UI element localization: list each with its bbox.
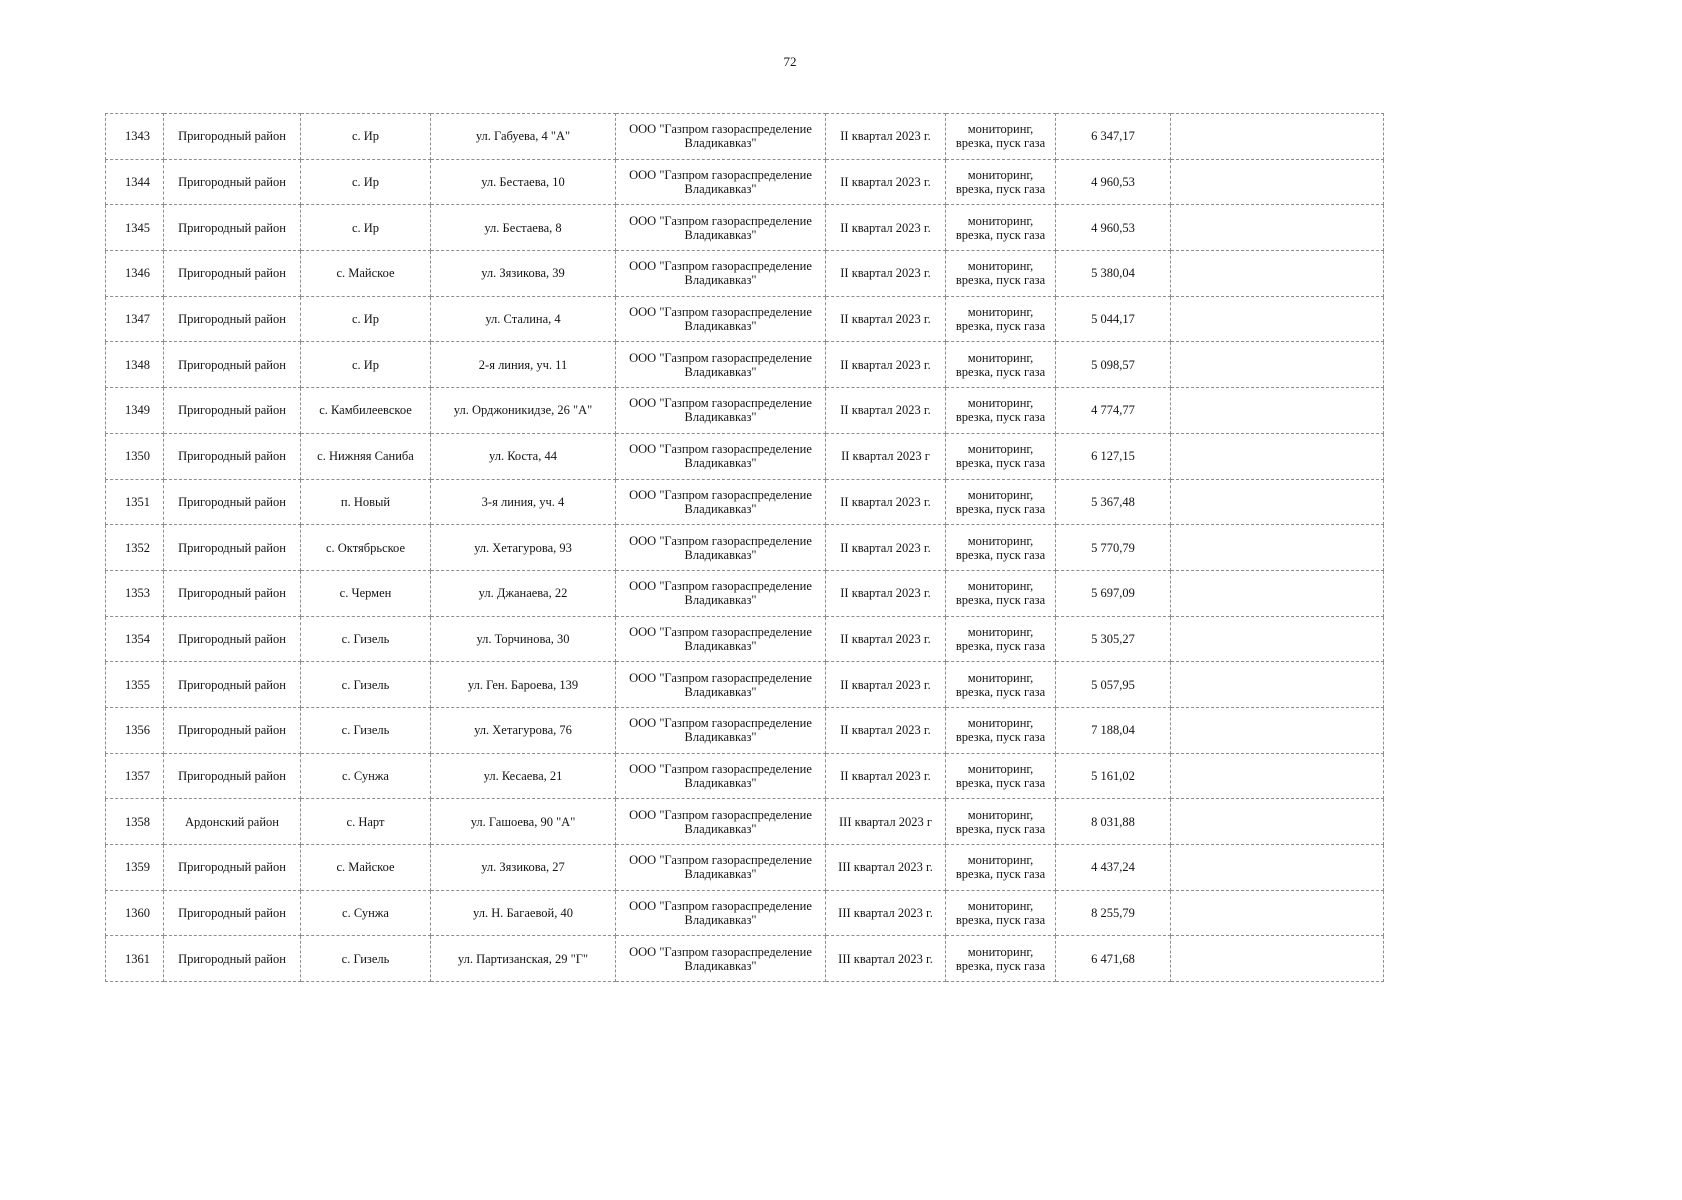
district-cell: Пригородный район (164, 845, 301, 891)
district-cell: Ардонский район (164, 799, 301, 845)
contractor-cell: ООО "Газпром газораспределение Владикавказ" (616, 525, 826, 571)
empty-cell (1171, 845, 1384, 891)
cost-cell: 7 188,04 (1056, 707, 1171, 753)
works-cell: мониторинг, врезка, пуск газа (946, 570, 1056, 616)
cost-cell: 6 471,68 (1056, 936, 1171, 982)
table-row (106, 159, 1384, 205)
cost-cell: 5 367,48 (1056, 479, 1171, 525)
contractor-cell: ООО "Газпром газораспределение Владикавказ" (616, 662, 826, 708)
deadline-cell: II квартал 2023 г (826, 433, 946, 479)
deadline-cell: II квартал 2023 г. (826, 570, 946, 616)
works-cell: мониторинг, врезка, пуск газа (946, 753, 1056, 799)
empty-cell (1171, 296, 1384, 342)
address-cell: ул. Бестаева, 8 (431, 205, 616, 251)
works-cell: мониторинг, врезка, пуск газа (946, 662, 1056, 708)
works-cell: мониторинг, врезка, пуск газа (946, 159, 1056, 205)
empty-cell (1171, 525, 1384, 571)
empty-cell (1171, 479, 1384, 525)
table-row (106, 799, 1384, 845)
address-cell: ул. Зязикова, 27 (431, 845, 616, 891)
address-cell: 2-я линия, уч. 11 (431, 342, 616, 388)
address-cell: ул. Хетагурова, 93 (431, 525, 616, 571)
table-row (106, 251, 1384, 297)
settlement-cell: с. Майское (301, 845, 431, 891)
settlement-cell: с. Камбилеевское (301, 388, 431, 434)
settlement-cell: с. Сунжа (301, 753, 431, 799)
district-cell: Пригородный район (164, 251, 301, 297)
empty-cell (1171, 616, 1384, 662)
contractor-cell: ООО "Газпром газораспределение Владикавказ" (616, 388, 826, 434)
deadline-cell: II квартал 2023 г. (826, 205, 946, 251)
row-number-cell: 1355 (106, 662, 164, 708)
settlement-cell: с. Сунжа (301, 890, 431, 936)
cost-cell: 5 057,95 (1056, 662, 1171, 708)
deadline-cell: II квартал 2023 г. (826, 616, 946, 662)
row-number-cell: 1349 (106, 388, 164, 434)
cost-cell: 4 960,53 (1056, 205, 1171, 251)
district-cell: Пригородный район (164, 753, 301, 799)
deadline-cell: II квартал 2023 г. (826, 707, 946, 753)
settlement-cell: с. Октябрьское (301, 525, 431, 571)
row-number-cell: 1359 (106, 845, 164, 891)
works-cell: мониторинг, врезка, пуск газа (946, 890, 1056, 936)
cost-cell: 5 380,04 (1056, 251, 1171, 297)
address-cell: ул. Ген. Бароева, 139 (431, 662, 616, 708)
address-cell: ул. Сталина, 4 (431, 296, 616, 342)
empty-cell (1171, 799, 1384, 845)
table-row (106, 433, 1384, 479)
settlement-cell: с. Ир (301, 159, 431, 205)
address-cell: ул. Кесаева, 21 (431, 753, 616, 799)
contractor-cell: ООО "Газпром газораспределение Владикавказ" (616, 570, 826, 616)
deadline-cell: III квартал 2023 г. (826, 936, 946, 982)
settlement-cell: с. Ир (301, 342, 431, 388)
district-cell: Пригородный район (164, 205, 301, 251)
address-cell: ул. Зязикова, 39 (431, 251, 616, 297)
works-cell: мониторинг, врезка, пуск газа (946, 251, 1056, 297)
settlement-cell: с. Гизель (301, 616, 431, 662)
empty-cell (1171, 114, 1384, 160)
row-number-cell: 1350 (106, 433, 164, 479)
deadline-cell: II квартал 2023 г. (826, 251, 946, 297)
cost-cell: 5 098,57 (1056, 342, 1171, 388)
works-cell: мониторинг, врезка, пуск газа (946, 479, 1056, 525)
deadline-cell: II квартал 2023 г. (826, 388, 946, 434)
cost-cell: 4 774,77 (1056, 388, 1171, 434)
cost-cell: 5 044,17 (1056, 296, 1171, 342)
page-number: 72 (783, 54, 797, 69)
deadline-cell: III квартал 2023 г (826, 799, 946, 845)
address-cell: ул. Хетагурова, 76 (431, 707, 616, 753)
works-cell: мониторинг, врезка, пуск газа (946, 205, 1056, 251)
row-number-cell: 1343 (106, 114, 164, 160)
settlement-cell: с. Гизель (301, 936, 431, 982)
settlement-cell: с. Нижняя Саниба (301, 433, 431, 479)
district-cell: Пригородный район (164, 159, 301, 205)
contractor-cell: ООО "Газпром газораспределение Владикавказ" (616, 296, 826, 342)
district-cell: Пригородный район (164, 525, 301, 571)
works-cell: мониторинг, врезка, пуск газа (946, 845, 1056, 891)
row-number-cell: 1353 (106, 570, 164, 616)
works-cell: мониторинг, врезка, пуск газа (946, 296, 1056, 342)
empty-cell (1171, 251, 1384, 297)
settlement-cell: с. Майское (301, 251, 431, 297)
row-number-cell: 1344 (106, 159, 164, 205)
row-number-cell: 1351 (106, 479, 164, 525)
row-number-cell: 1361 (106, 936, 164, 982)
settlement-cell: с. Ир (301, 296, 431, 342)
contractor-cell: ООО "Газпром газораспределение Владикавказ" (616, 114, 826, 160)
district-cell: Пригородный район (164, 707, 301, 753)
deadline-cell: III квартал 2023 г. (826, 890, 946, 936)
contractor-cell: ООО "Газпром газораспределение Владикавказ" (616, 205, 826, 251)
table-row (106, 205, 1384, 251)
works-cell: мониторинг, врезка, пуск газа (946, 707, 1056, 753)
address-cell: ул. Джанаева, 22 (431, 570, 616, 616)
address-cell: ул. Торчинова, 30 (431, 616, 616, 662)
contractor-cell: ООО "Газпром газораспределение Владикавказ" (616, 342, 826, 388)
district-cell: Пригородный район (164, 890, 301, 936)
contractor-cell: ООО "Газпром газораспределение Владикавказ" (616, 936, 826, 982)
deadline-cell: II квартал 2023 г. (826, 753, 946, 799)
district-cell: Пригородный район (164, 570, 301, 616)
settlement-cell: с. Чермен (301, 570, 431, 616)
deadline-cell: II квартал 2023 г. (826, 159, 946, 205)
district-cell: Пригородный район (164, 114, 301, 160)
row-number-cell: 1358 (106, 799, 164, 845)
district-cell: Пригородный район (164, 662, 301, 708)
deadline-cell: II квартал 2023 г. (826, 479, 946, 525)
settlement-cell: с. Нарт (301, 799, 431, 845)
row-number-cell: 1357 (106, 753, 164, 799)
cost-cell: 5 161,02 (1056, 753, 1171, 799)
empty-cell (1171, 342, 1384, 388)
row-number-cell: 1356 (106, 707, 164, 753)
empty-cell (1171, 205, 1384, 251)
address-cell: ул. Гашоева, 90 "А" (431, 799, 616, 845)
district-cell: Пригородный район (164, 433, 301, 479)
works-cell: мониторинг, врезка, пуск газа (946, 433, 1056, 479)
row-number-cell: 1352 (106, 525, 164, 571)
table-row (106, 525, 1384, 571)
contractor-cell: ООО "Газпром газораспределение Владикавказ" (616, 707, 826, 753)
table-row (106, 296, 1384, 342)
settlement-cell: с. Ир (301, 205, 431, 251)
empty-cell (1171, 753, 1384, 799)
empty-cell (1171, 570, 1384, 616)
table-body (106, 114, 1384, 982)
row-number-cell: 1346 (106, 251, 164, 297)
table-row (106, 707, 1384, 753)
address-cell: ул. Партизанская, 29 "Г" (431, 936, 616, 982)
address-cell: ул. Орджоникидзе, 26 "А" (431, 388, 616, 434)
table-row (106, 845, 1384, 891)
table-row (106, 936, 1384, 982)
works-cell: мониторинг, врезка, пуск газа (946, 525, 1056, 571)
row-number-cell: 1348 (106, 342, 164, 388)
works-schedule-table (105, 113, 1384, 982)
address-cell: 3-я линия, уч. 4 (431, 479, 616, 525)
cost-cell: 8 255,79 (1056, 890, 1171, 936)
settlement-cell: с. Гизель (301, 707, 431, 753)
contractor-cell: ООО "Газпром газораспределение Владикавказ" (616, 251, 826, 297)
contractor-cell: ООО "Газпром газораспределение Владикавказ" (616, 616, 826, 662)
contractor-cell: ООО "Газпром газораспределение Владикавказ" (616, 753, 826, 799)
district-cell: Пригородный район (164, 388, 301, 434)
cost-cell: 5 697,09 (1056, 570, 1171, 616)
row-number-cell: 1347 (106, 296, 164, 342)
deadline-cell: II квартал 2023 г. (826, 662, 946, 708)
works-cell: мониторинг, врезка, пуск газа (946, 616, 1056, 662)
cost-cell: 6 347,17 (1056, 114, 1171, 160)
table-row (106, 890, 1384, 936)
cost-cell: 5 305,27 (1056, 616, 1171, 662)
address-cell: ул. Н. Багаевой, 40 (431, 890, 616, 936)
table-row (106, 616, 1384, 662)
works-cell: мониторинг, врезка, пуск газа (946, 799, 1056, 845)
empty-cell (1171, 159, 1384, 205)
table-row (106, 753, 1384, 799)
row-number-cell: 1360 (106, 890, 164, 936)
table-row (106, 662, 1384, 708)
empty-cell (1171, 936, 1384, 982)
deadline-cell: II квартал 2023 г. (826, 296, 946, 342)
address-cell: ул. Бестаева, 10 (431, 159, 616, 205)
district-cell: Пригородный район (164, 616, 301, 662)
contractor-cell: ООО "Газпром газораспределение Владикавказ" (616, 890, 826, 936)
contractor-cell: ООО "Газпром газораспределение Владикавказ" (616, 799, 826, 845)
cost-cell: 8 031,88 (1056, 799, 1171, 845)
deadline-cell: II квартал 2023 г. (826, 342, 946, 388)
table-row (106, 342, 1384, 388)
empty-cell (1171, 433, 1384, 479)
contractor-cell: ООО "Газпром газораспределение Владикавказ" (616, 845, 826, 891)
row-number-cell: 1345 (106, 205, 164, 251)
deadline-cell: II квартал 2023 г. (826, 525, 946, 571)
table-row (106, 114, 1384, 160)
address-cell: ул. Габуева, 4 "А" (431, 114, 616, 160)
works-cell: мониторинг, врезка, пуск газа (946, 342, 1056, 388)
contractor-cell: ООО "Газпром газораспределение Владикавказ" (616, 433, 826, 479)
works-cell: мониторинг, врезка, пуск газа (946, 388, 1056, 434)
works-cell: мониторинг, врезка, пуск газа (946, 114, 1056, 160)
address-cell: ул. Коста, 44 (431, 433, 616, 479)
empty-cell (1171, 662, 1384, 708)
empty-cell (1171, 707, 1384, 753)
cost-cell: 4 960,53 (1056, 159, 1171, 205)
row-number-cell: 1354 (106, 616, 164, 662)
settlement-cell: с. Гизель (301, 662, 431, 708)
works-cell: мониторинг, врезка, пуск газа (946, 936, 1056, 982)
deadline-cell: II квартал 2023 г. (826, 114, 946, 160)
cost-cell: 5 770,79 (1056, 525, 1171, 571)
deadline-cell: III квартал 2023 г. (826, 845, 946, 891)
cost-cell: 6 127,15 (1056, 433, 1171, 479)
district-cell: Пригородный район (164, 479, 301, 525)
district-cell: Пригородный район (164, 936, 301, 982)
cost-cell: 4 437,24 (1056, 845, 1171, 891)
contractor-cell: ООО "Газпром газораспределение Владикавказ" (616, 479, 826, 525)
district-cell: Пригородный район (164, 296, 301, 342)
settlement-cell: п. Новый (301, 479, 431, 525)
contractor-cell: ООО "Газпром газораспределение Владикавказ" (616, 159, 826, 205)
settlement-cell: с. Ир (301, 114, 431, 160)
empty-cell (1171, 890, 1384, 936)
empty-cell (1171, 388, 1384, 434)
table-row (106, 570, 1384, 616)
district-cell: Пригородный район (164, 342, 301, 388)
table-row (106, 479, 1384, 525)
table-row (106, 388, 1384, 434)
